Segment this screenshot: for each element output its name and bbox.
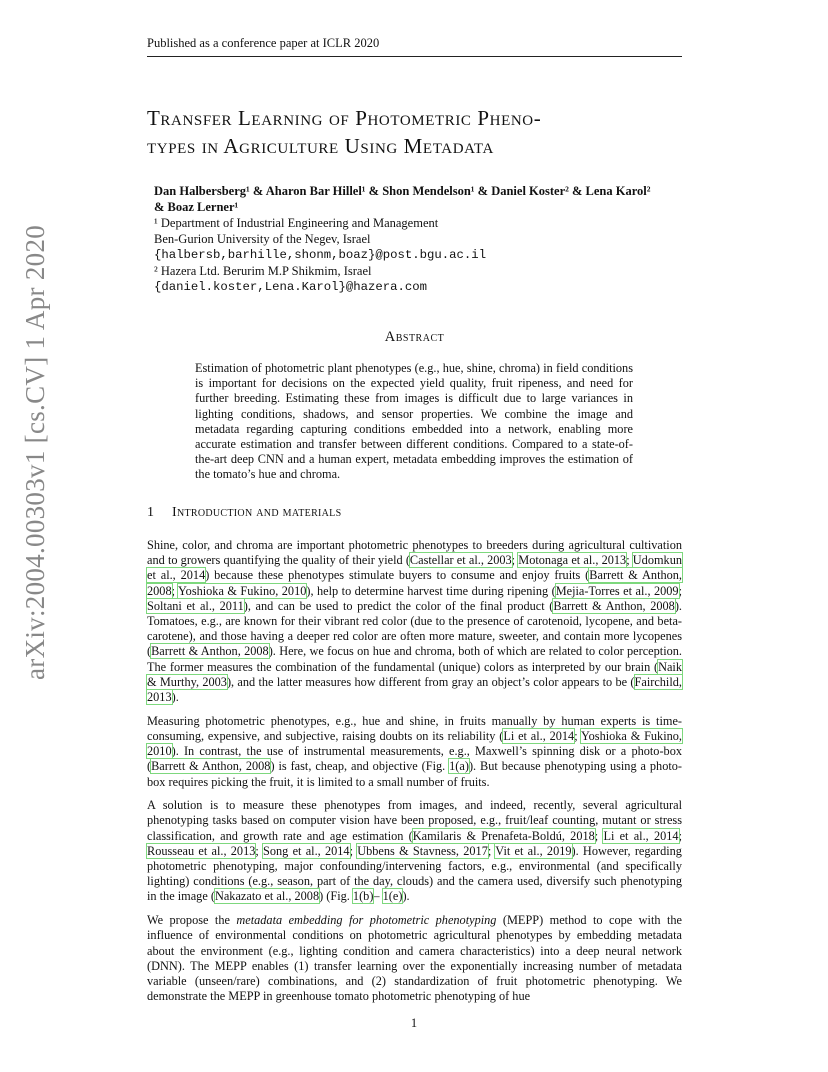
- citation-link[interactable]: Barrett & Anthon, 2008: [147, 568, 683, 598]
- section-heading: [147, 505, 341, 521]
- citation-link[interactable]: Kamilaris & Prenafeta-Boldú, 2018: [412, 828, 595, 843]
- citation-link[interactable]: Yoshioka & Fukino, 2010: [147, 728, 682, 759]
- paper-title: [147, 104, 687, 160]
- author-block: [154, 183, 714, 295]
- running-header: Published as a conference paper at ICLR 2020: [147, 36, 682, 57]
- figure-ref-link[interactable]: 1(a): [449, 759, 469, 774]
- text-run: ;: [594, 828, 604, 843]
- author-names-cont: & Boaz Lerner¹: [154, 200, 239, 214]
- abstract-heading: Abstract: [384, 329, 445, 345]
- method-name: metadata embedding for photometric phenotyping: [236, 913, 497, 928]
- figure-ref-link[interactable]: 1(b): [352, 889, 374, 904]
- citation-link[interactable]: Rousseau et al., 2013: [147, 843, 256, 858]
- citation-link[interactable]: Soltani et al., 2011: [147, 598, 244, 613]
- text-run: ). Tomatoes, e.g., are known for their vibrant red color (due to the presence of carotenoid, lycopene, and beta-carotene), and those having a deeper red color are often more mature, sweeter, and contain more lycopenes (: [147, 598, 682, 659]
- citation-link[interactable]: Udomkun et al., 2014: [147, 553, 682, 583]
- citation-link[interactable]: Barrett & Anthon, 2008: [151, 644, 269, 659]
- citation-link[interactable]: Li et al., 2014: [503, 728, 575, 743]
- text-run: ;: [255, 843, 264, 858]
- citation-link[interactable]: Yoshioka & Fukino, 2010: [178, 583, 307, 598]
- text-run: ), help to determine harvest time during ripening (: [306, 583, 556, 598]
- affiliation-1-university: Ben-Gurion University of the Negev, Israel: [154, 232, 371, 246]
- paragraph-1: [147, 538, 682, 705]
- text-run: We propose the: [147, 913, 237, 928]
- body-text: [147, 538, 682, 1013]
- text-run: ). Here, we focus on hue and chroma, both of which are related to color perception. The former measures the combination of the fundamental (unique) colors as interpreted by our brain (: [147, 644, 682, 674]
- author-names: Dan Halbersberg¹ & Aharon Bar Hillel¹ & Shon Mendelson¹ & Daniel Koster² & Lena Karol²: [154, 184, 651, 198]
- text-run: ).: [402, 889, 410, 904]
- text-run: ). But because phenotyping using a photo-box requires picking the fruit, it is limited to a small number of fruits.: [147, 759, 682, 789]
- text-run: ;: [511, 553, 519, 568]
- text-run: Shine, color, and chroma are important photometric phenotypes to breeders during agricultural cultivation and to growers quantifying the quality of their yield (: [147, 538, 682, 568]
- affiliation-2-email: {daniel.koster,Lena.Karol}@hazera.com: [154, 280, 428, 294]
- affiliation-1-email: {halbersb,barhille,shonm,boaz}@post.bgu.ac.il: [154, 248, 487, 262]
- citation-link[interactable]: Mejia-Torres et al., 2009: [555, 583, 679, 598]
- figure-ref-link[interactable]: 1(e): [382, 889, 403, 904]
- citation-link[interactable]: Li et al., 2014: [603, 828, 679, 843]
- text-run: ;: [678, 828, 682, 843]
- text-run: ;: [349, 843, 358, 858]
- citation-link[interactable]: Castellar et al., 2003: [409, 553, 512, 568]
- text-run: ;: [487, 843, 496, 858]
- text-run: ), and the latter measures how different from gray an object’s color appears to be (: [226, 674, 635, 689]
- text-run: ). However, regarding photometric phenotyping, major confounding/intervening factors, e.g., environmental (and specifically lighting) conditions (e.g., season, part of the day, clouds) and the camera used, diversify such phenotyping in the image (: [147, 843, 682, 904]
- paragraph-4: [147, 913, 682, 1004]
- affiliation-1: ¹ Department of Industrial Engineering and Management: [154, 216, 439, 230]
- section-number: 1: [147, 505, 154, 520]
- citation-link[interactable]: Vit et al., 2019: [495, 843, 572, 858]
- text-run: ) because these phenotypes stimulate buyers to consume and enjoy fruits (: [205, 568, 590, 583]
- text-run: ). In contrast, the use of instrumental measurements, e.g., Maxwell’s spinning disk or a photo-box (: [147, 744, 682, 774]
- text-run: ;: [678, 583, 682, 598]
- text-run: ) (Fig.: [319, 889, 353, 904]
- text-run: Measuring photometric phenotypes, e.g., hue and shine, in fruits manually by human experts is time-consuming, expensive, and subjective, raising doubts on its reliability (: [147, 713, 682, 743]
- paragraph-3: [147, 798, 682, 904]
- text-run: A solution is to measure these phenotypes from images, and indeed, recently, several agricultural phenotyping tasks based on computer vision have been proposed, e.g., fruit/leaf counting, mutant or stress classification, and growth rate and age estimation (: [147, 798, 682, 843]
- text-run: ;: [171, 583, 179, 598]
- citation-link[interactable]: Naik & Murthy, 2003: [147, 659, 682, 689]
- text-run: (MEPP) method to cope with the influence of environmental conditions on photometric agricultural phenotypes by embedding metadata about the environment (e.g., lighting condition and camera characteristics) into a deep neural network (DNN). The MEPP enables (1) transfer learning over the exponentially increasing number of metadata variable (unseen/rare) combinations, and (2) standardization of fruit photometric phenotyping. We demonstrate the MEPP in greenhouse tomato photometric phenotyping of hue: [147, 913, 682, 1004]
- text-run: ) is fast, cheap, and objective (Fig.: [270, 759, 450, 774]
- affiliation-2: ² Hazera Ltd. Berurim M.P Shikmim, Israel: [154, 264, 372, 278]
- citation-link[interactable]: Ubbens & Stavness, 2017: [357, 843, 488, 858]
- text-run: ).: [171, 690, 179, 705]
- page-number: 1: [410, 1016, 418, 1030]
- citation-link[interactable]: Motonaga et al., 2013: [518, 553, 627, 568]
- title-line-1: Transfer Learning of Photometric Pheno-: [147, 106, 542, 130]
- arxiv-stamp: arXiv:2004.00303v1 [cs.CV] 1 Apr 2020: [20, 224, 50, 680]
- text-run: ), and can be used to predict the color of the final product (: [243, 598, 554, 613]
- citation-link[interactable]: Nakazato et al., 2008: [214, 889, 320, 904]
- citation-link[interactable]: Barrett & Anthon, 2008: [553, 598, 675, 613]
- text-run: –: [373, 889, 383, 904]
- section-title: Introduction and materials: [172, 505, 342, 520]
- title-line-2: types in Agriculture Using Metadata: [147, 134, 494, 158]
- citation-link[interactable]: Song et al., 2014: [263, 843, 350, 858]
- citation-link[interactable]: Barrett & Anthon, 2008: [151, 759, 271, 774]
- abstract-text: Estimation of photometric plant phenotypes (e.g., hue, shine, chroma) in field conditions is important for decisions on the expected yield quality, fruit ripeness, and need for further breeding. Estimating these from images is difficult due to large variances in lighting conditions, shadows, and sensor properties. We combine the image and metadata regarding capturing conditions embedded into a network, enabling more accurate estimation and transfer between different conditions. Compared to a state-of-the-art deep CNN and a human expert, metadata embedding improves the estimation of the tomato’s hue and chroma.: [195, 361, 633, 482]
- text-run: ;: [626, 553, 633, 568]
- text-run: ;: [574, 728, 581, 743]
- paragraph-2: [147, 714, 682, 790]
- citation-link[interactable]: Fairchild, 2013: [147, 674, 682, 705]
